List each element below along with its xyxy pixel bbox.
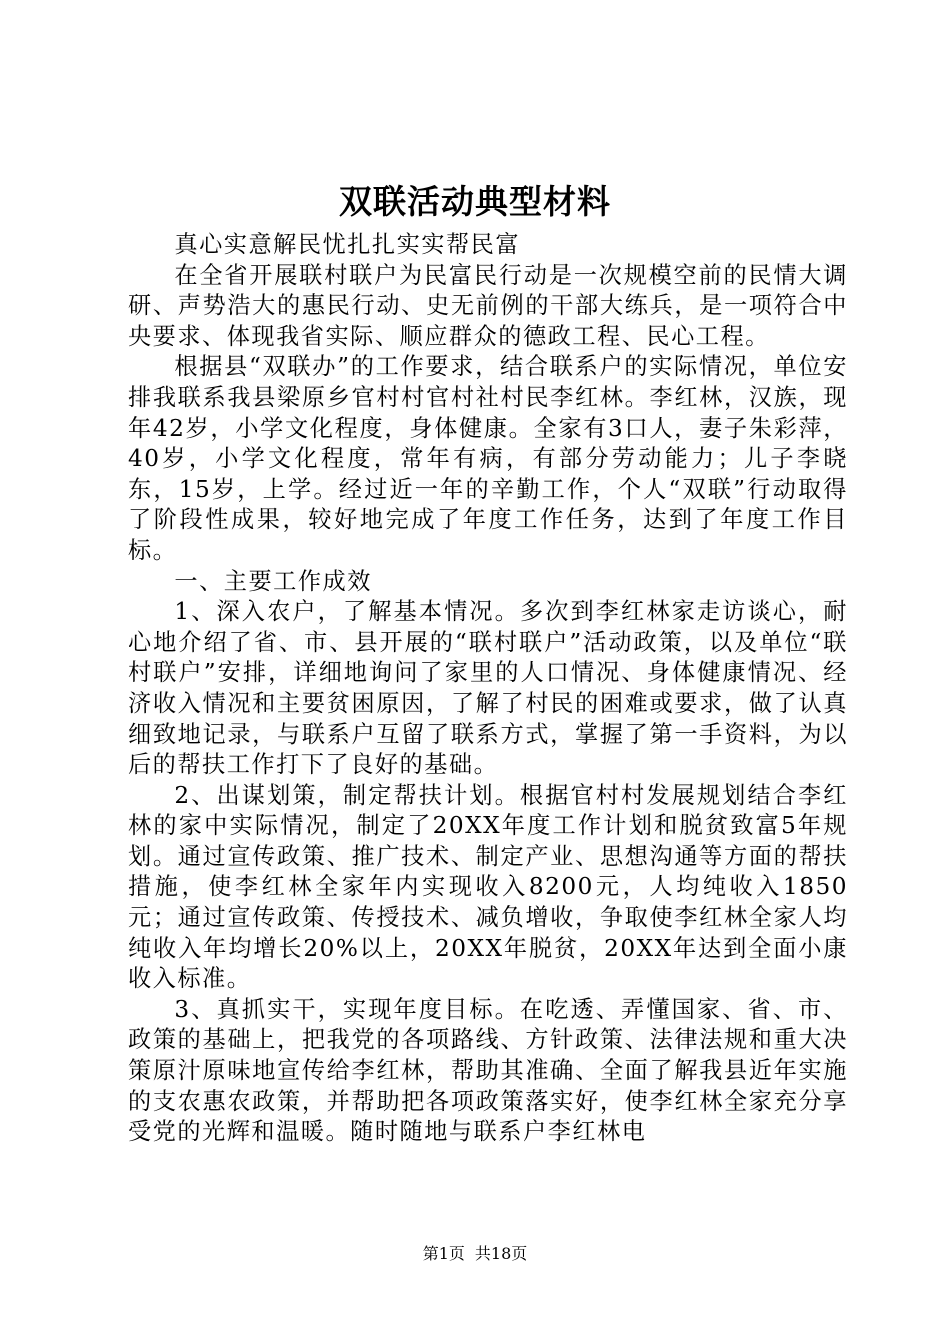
- body-paragraph: 根据县“双联办”的工作要求，结合联系户的实际情况，单位安排我联系我县梁原乡官村村官村社村民李红林。李红林，汉族，现年42岁，小学文化程度，身体健康。全家有3口人，妻子朱彩萍，40岁，小学文化程度，常年有病，有部分劳动能力；儿子李晓东，15岁，上学。经过近一年的辛勤工作，个人“双联”行动取得了阶段性成果，较好地完成了年度工作任务，达到了年度工作目标。: [128, 353, 848, 564]
- body-paragraph: 在全省开展联村联户为民富民行动是一次规模空前的民情大调研、声势浩大的惠民行动、史无前例的干部大练兵，是一项符合中央要求、体现我省实际、顺应群众的德政工程、民心工程。: [128, 261, 848, 350]
- document-body: [128, 230, 848, 1148]
- page-total: 共18页: [474, 1244, 528, 1263]
- body-paragraph: 1、深入农户，了解基本情况。多次到李红林家走访谈心，耐心地介绍了省、市、县开展的“联村联户”活动政策，以及单位“联村联户”安排，详细地询问了家里的人口情况、身体健康情况、经济收入情况和主要贫困原因，了解了村民的困难或要求，做了认真细致地记录，与联系户互留了联系方式，掌握了第一手资料，为以后的帮扶工作打下了良好的基础。: [128, 598, 848, 779]
- page-footer: [0, 1243, 950, 1265]
- body-paragraph: 3、真抓实干，实现年度目标。在吃透、弄懂国家、省、市、政策的基础上，把我党的各项路线、方针政策、法律法规和重大决策原汁原味地宣传给李红林，帮助其准确、全面了解我县近年实施的支农惠农政策，并帮助把各项政策落实好，使李红林全家充分享受党的光辉和温暖。随时随地与联系户李红林电: [128, 995, 848, 1146]
- document-title: 双联活动典型材料: [339, 182, 611, 221]
- body-paragraph: 2、出谋划策，制定帮扶计划。根据官村村发展规划结合李红林的家中实际情况，制定了20XX年度工作计划和脱贫致富5年规划。通过宣传政策、推广技术、制定产业、思想沟通等方面的帮扶措施，使李红林全家年内实现收入8200元，人均纯收入1850元；通过宣传政策、传授技术、减负增收，争取使李红林全家人均纯收入年均增长20%以上，20XX年脱贫，20XX年达到全面小康收入标准。: [128, 781, 848, 993]
- subtitle-paragraph: 真心实意解民忧扎扎实实帮民富: [174, 231, 521, 258]
- section-heading: 一、主要工作成效: [174, 567, 372, 595]
- page-number: 第1页: [422, 1244, 465, 1263]
